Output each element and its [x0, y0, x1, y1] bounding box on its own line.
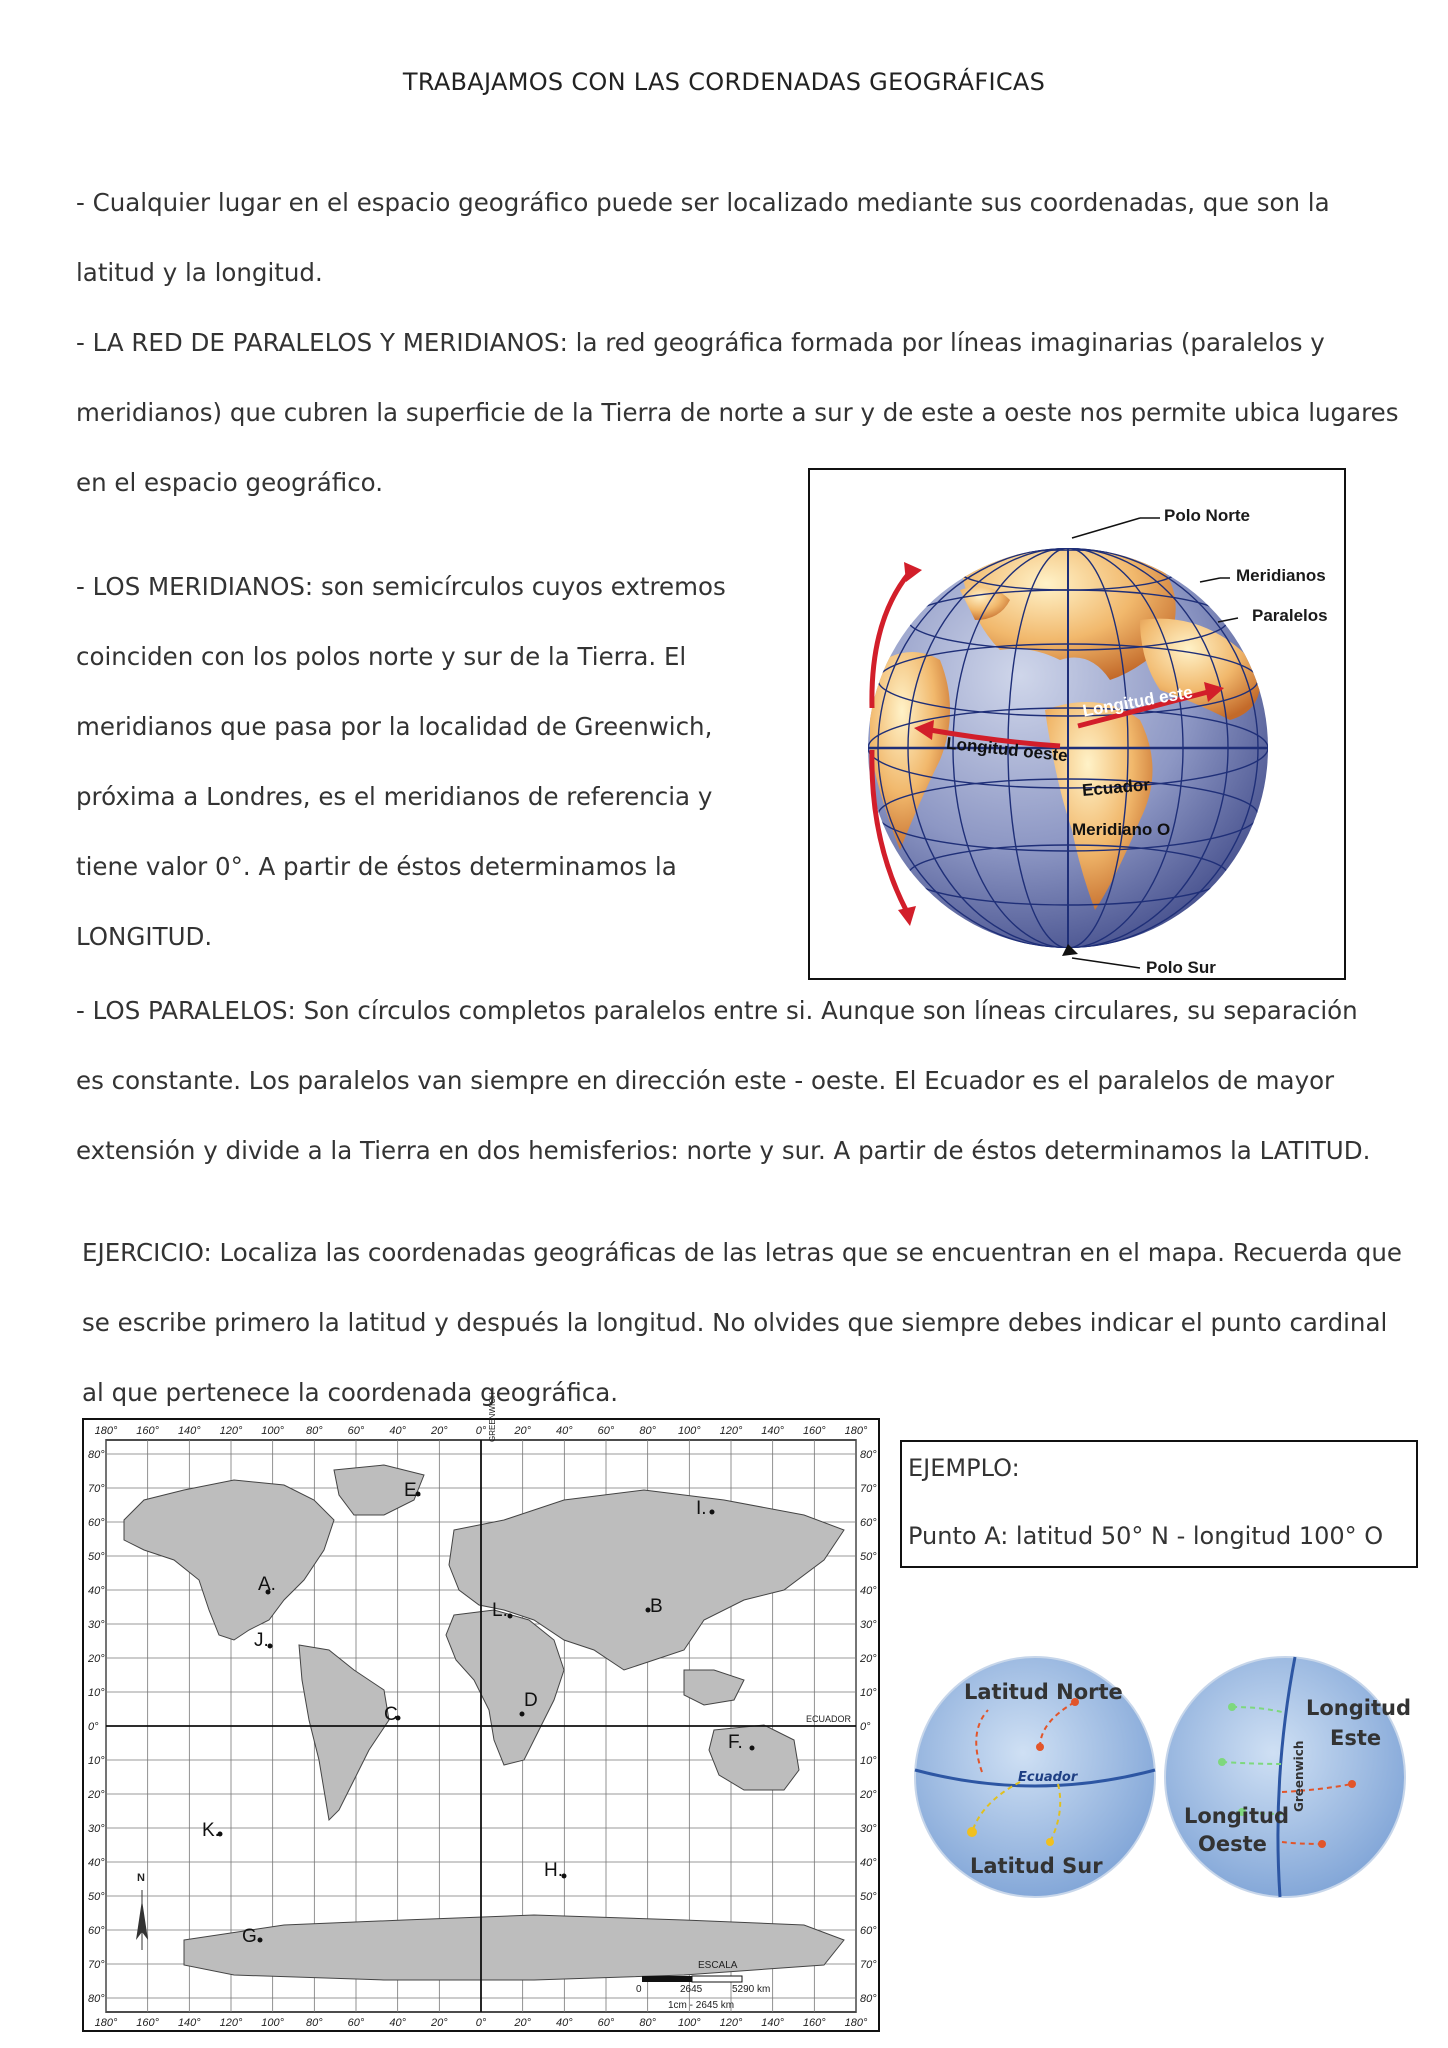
- map-lon-label-bottom: 60°: [597, 2017, 615, 2029]
- small-globe-latitud-sur: Latitud Sur: [970, 1854, 1103, 1878]
- map-lon-label-bottom: 140°: [761, 2017, 785, 2029]
- map-lon-label-bottom: 100°: [677, 2017, 701, 2029]
- globe-label-paralelos: Paralelos: [1252, 606, 1328, 625]
- map-lon-label-bottom: 40°: [389, 2017, 406, 2029]
- map-point-dot: [710, 1510, 715, 1515]
- map-lat-label-left: 80°: [88, 1993, 105, 2005]
- map-point-K: K.: [202, 1820, 220, 1841]
- map-lon-label-top: 80°: [639, 1425, 656, 1437]
- map-lat-label-right: 80°: [860, 1993, 877, 2005]
- map-scale-0: 0: [636, 1984, 642, 1995]
- map-lat-label-left: 60°: [88, 1517, 105, 1529]
- map-lon-label-bottom: 160°: [136, 2017, 160, 2029]
- small-globe-longitud-oeste-2: Oeste: [1198, 1832, 1267, 1856]
- ejemplo-box: [900, 1440, 1418, 1568]
- map-lon-label-bottom: 80°: [306, 2017, 323, 2029]
- map-lat-label-right: 10°: [860, 1755, 877, 1767]
- small-globe-latitud-norte: Latitud Norte: [964, 1680, 1123, 1704]
- map-point-L: L.: [492, 1600, 508, 1621]
- map-scale-bar: [642, 1976, 742, 1982]
- map-lon-label-top: 80°: [306, 1425, 323, 1437]
- ejemplo-heading: EJEMPLO:: [908, 1454, 1020, 1482]
- map-lat-label-left: 80°: [88, 1449, 105, 1461]
- map-lon-label-top: 40°: [556, 1425, 573, 1437]
- map-lon-label-top: 20°: [431, 1425, 448, 1437]
- world-map-grid: [84, 1420, 878, 2030]
- meridianos-line-3: meridianos que pasa por la localidad de Greenwich,: [76, 712, 713, 741]
- map-lat-label-left: 30°: [88, 1619, 105, 1631]
- intro-line-2: latitud y la longitud.: [76, 258, 323, 287]
- globe-label-latitud-norte: Latitud norte: [822, 511, 873, 616]
- map-point-dot: [750, 1746, 755, 1751]
- map-lon-label-top: 60°: [347, 1425, 365, 1437]
- map-lat-label-left: 70°: [88, 1959, 105, 1971]
- map-lon-label-bottom: 180°: [94, 2017, 118, 2029]
- map-point-I: I.: [696, 1498, 707, 1519]
- map-lon-label-top: 160°: [136, 1425, 160, 1437]
- small-globe-longitud-oeste-1: Longitud: [1184, 1804, 1290, 1828]
- map-point-B: B: [650, 1596, 663, 1617]
- globe-label-latitud-sur: Latitud sur: [827, 776, 846, 864]
- globe-label-longitud-oeste: Longitud oeste: [945, 733, 1069, 766]
- map-scale-note: 1cm - 2645 km: [668, 2000, 735, 2011]
- ejercicio-line-3: al que pertenece la coordenada geográfica.: [82, 1378, 619, 1407]
- map-lat-label-left: 60°: [88, 1925, 105, 1937]
- ejemplo-text: Punto A: latitud 50° N - longitud 100° O: [908, 1522, 1384, 1550]
- map-lon-label-top: 0°: [475, 1425, 487, 1437]
- map-lon-label-top: 180°: [94, 1425, 118, 1437]
- map-lat-label-right: 20°: [860, 1789, 877, 1801]
- map-point-J: J.: [254, 1630, 269, 1651]
- map-point-F: F.: [728, 1732, 743, 1753]
- map-lat-label-left: 40°: [88, 1857, 105, 1869]
- map-lat-label-right: 40°: [860, 1857, 877, 1869]
- map-lon-label-top: 40°: [389, 1425, 406, 1437]
- map-lat-label-right: 60°: [860, 1925, 877, 1937]
- map-lon-label-top: 60°: [597, 1425, 615, 1437]
- small-globe-ecuador: Ecuador: [1018, 1770, 1078, 1785]
- map-point-H: H.: [544, 1860, 563, 1881]
- map-lon-label-bottom: 0°: [475, 2017, 487, 2029]
- map-lat-label-right: 70°: [860, 1483, 877, 1495]
- small-globe-greenwich: Greenwich: [1292, 1740, 1306, 1812]
- map-lat-label-left: 10°: [88, 1687, 105, 1699]
- map-lon-label-bottom: 40°: [556, 2017, 573, 2029]
- map-ecuador-label: ECUADOR: [806, 1714, 852, 1724]
- map-lat-label-right: 50°: [860, 1551, 877, 1563]
- meridianos-line-1: - LOS MERIDIANOS: son semicírculos cuyos extremos: [76, 572, 726, 601]
- meridianos-line-5: tiene valor 0°. A partir de éstos determinamos la: [76, 852, 677, 881]
- globe-label-polo-norte: Polo Norte: [1164, 506, 1250, 525]
- map-lat-label-left: 50°: [88, 1551, 105, 1563]
- map-lat-label-left: 0°: [88, 1721, 99, 1733]
- page-title: TRABAJAMOS CON LAS CORDENADAS GEOGRÁFICAS: [402, 68, 1046, 96]
- intro-line-5: en el espacio geográfico.: [76, 468, 384, 497]
- map-point-A: A.: [258, 1574, 276, 1595]
- globe-label-polo-sur: Polo Sur: [1146, 958, 1216, 977]
- globe-label-longitud-este: Longitud este: [1081, 682, 1195, 721]
- map-point-G: G.: [242, 1926, 263, 1947]
- map-lat-label-right: 40°: [860, 1585, 877, 1597]
- map-lon-label-top: 100°: [677, 1425, 701, 1437]
- map-lat-label-right: 30°: [860, 1823, 877, 1835]
- map-lon-label-top: 140°: [761, 1425, 785, 1437]
- map-lon-label-bottom: 60°: [347, 2017, 365, 2029]
- map-lon-label-top: 160°: [802, 1425, 826, 1437]
- map-point-E: E.: [404, 1480, 422, 1501]
- longitude-globe: [1165, 1657, 1405, 1897]
- map-lat-label-left: 70°: [88, 1483, 105, 1495]
- map-lon-label-top: 140°: [177, 1425, 201, 1437]
- map-lat-label-right: 50°: [860, 1891, 877, 1903]
- map-point-dot: [520, 1712, 525, 1717]
- map-lon-label-bottom: 100°: [261, 2017, 285, 2029]
- meridianos-line-2: coinciden con los polos norte y sur de la Tierra. El: [76, 642, 687, 671]
- map-lon-label-bottom: 80°: [639, 2017, 656, 2029]
- map-scale-5290: 5290 km: [732, 1984, 771, 1995]
- intro-line-4: meridianos) que cubren la superficie de la Tierra de norte a sur y de este a oeste nos permite ubica lugares: [76, 398, 1399, 427]
- intro-line-1: - Cualquier lugar en el espacio geográfico puede ser localizado mediante sus coordenadas, que son la: [76, 188, 1330, 217]
- intro-line-3: - LA RED DE PARALELOS Y MERIDIANOS: la red geográfica formada por líneas imaginarias (paralelos y: [76, 328, 1325, 357]
- map-lon-label-top: 120°: [219, 1425, 243, 1437]
- map-point-dot: [508, 1614, 513, 1619]
- map-north-label: N: [137, 1872, 145, 1884]
- map-lat-label-left: 40°: [88, 1585, 105, 1597]
- map-lat-label-right: 30°: [860, 1619, 877, 1631]
- map-point-D: D: [524, 1690, 538, 1711]
- globe-label-meridiano-o: Meridiano O: [1072, 820, 1171, 839]
- meridianos-line-4: próxima a Londres, es el meridianos de referencia y: [76, 782, 713, 811]
- map-lat-label-left: 50°: [88, 1891, 105, 1903]
- map-greenwich-label: GREENWICH: [488, 1392, 497, 1442]
- globe-figure: [808, 468, 1346, 980]
- map-lat-label-right: 0°: [860, 1721, 871, 1733]
- paralelos-line-2: es constante. Los paralelos van siempre en dirección este - oeste. El Ecuador es el paralelos de mayor: [76, 1066, 1335, 1095]
- map-lon-label-bottom: 180°: [844, 2017, 868, 2029]
- ejercicio-line-1: EJERCICIO: Localiza las coordenadas geográficas de las letras que se encuentran en el mapa. Recuerda que: [82, 1238, 1402, 1267]
- map-lat-label-left: 20°: [88, 1653, 105, 1665]
- map-lon-label-top: 180°: [844, 1425, 868, 1437]
- map-point-C: C: [384, 1704, 398, 1725]
- small-globe-longitud-este-2: Este: [1330, 1726, 1382, 1750]
- map-lat-label-right: 70°: [860, 1959, 877, 1971]
- map-lat-label-right: 10°: [860, 1687, 877, 1699]
- map-lon-label-bottom: 160°: [802, 2017, 826, 2029]
- map-lat-label-right: 80°: [860, 1449, 877, 1461]
- map-lon-label-bottom: 20°: [431, 2017, 448, 2029]
- map-lat-label-left: 30°: [88, 1823, 105, 1835]
- map-lon-label-top: 100°: [261, 1425, 285, 1437]
- small-globe-longitud-este-1: Longitud: [1306, 1696, 1412, 1720]
- map-lon-label-top: 120°: [719, 1425, 743, 1437]
- map-lat-label-left: 20°: [88, 1789, 105, 1801]
- globe-label-meridianos: Meridianos: [1236, 566, 1326, 585]
- map-lon-label-bottom: 140°: [177, 2017, 201, 2029]
- map-scale-2645: 2645: [680, 1984, 703, 1995]
- globe-label-ecuador: Ecuador: [1081, 775, 1151, 800]
- map-lon-label-bottom: 120°: [219, 2017, 243, 2029]
- meridianos-line-6: LONGITUD.: [76, 922, 213, 951]
- map-lon-label-top: 20°: [514, 1425, 531, 1437]
- small-globes: [910, 1652, 1410, 1902]
- map-escala-label: ESCALA: [698, 1960, 738, 1971]
- ejercicio-line-2: se escribe primero la latitud y después la longitud. No olvides que siempre debes indicar el punto cardinal: [82, 1308, 1388, 1337]
- map-lat-label-right: 20°: [860, 1653, 877, 1665]
- paralelos-line-3: extensión y divide a la Tierra en dos hemisferios: norte y sur. A partir de éstos determinamos la LATITUD.: [76, 1136, 1371, 1165]
- globe-diagram: [810, 470, 1344, 978]
- map-lat-label-right: 60°: [860, 1517, 877, 1529]
- map-lon-label-bottom: 120°: [719, 2017, 743, 2029]
- paralelos-line-1: - LOS PARALELOS: Son círculos completos paralelos entre si. Aunque son líneas circulares, su separación: [76, 996, 1358, 1025]
- map-lat-label-left: 10°: [88, 1755, 105, 1767]
- map-lon-label-bottom: 20°: [514, 2017, 531, 2029]
